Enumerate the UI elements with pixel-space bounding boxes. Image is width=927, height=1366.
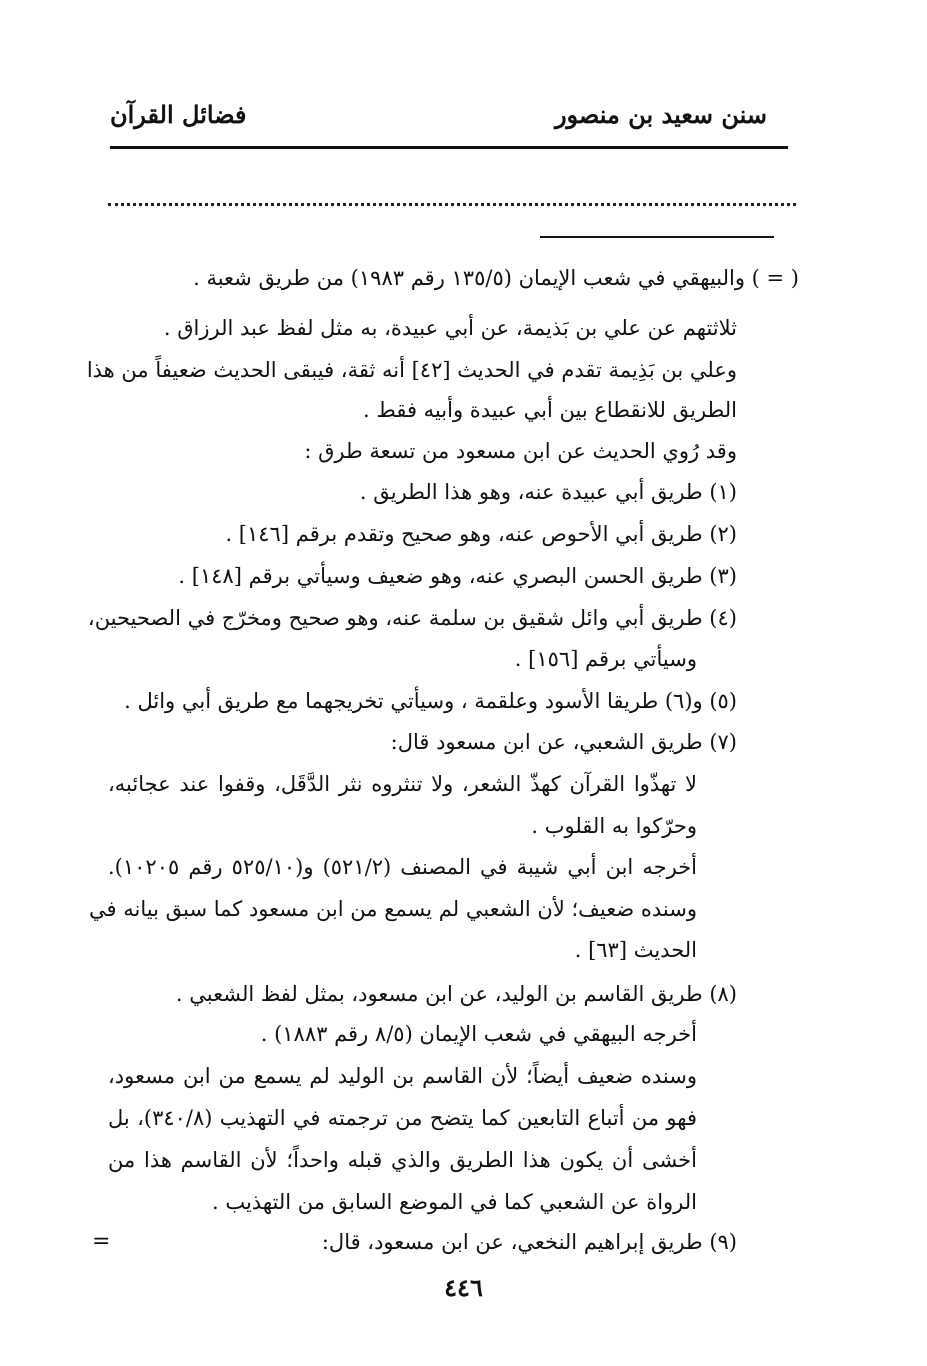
text-line: أخشى أن يكون هذا الطريق والذي قبله واحداً؛ لأن القاسم هذا من	[108, 1148, 697, 1172]
list-item: (٨) طريق القاسم بن الوليد، عن ابن مسعود، بمثل لفظ الشعبي .	[175, 982, 737, 1006]
text-line: وسيأتي برقم [١٥٦] .	[514, 647, 697, 671]
text-line: وسنده ضعيف؛ لأن الشعبي لم يسمع من ابن مسعود كما سبق بيانه في	[89, 897, 697, 921]
text-line: أخرجه ابن أبي شيبة في المصنف (٥٢١/٢) و(٥٢٥/١٠ رقم ١٠٢٠٥).	[108, 855, 698, 879]
footnote-divider	[540, 236, 774, 238]
text-line: أخرجه البيهقي في شعب الإيمان (٨/٥ رقم ١٨٨٣) .	[260, 1022, 697, 1046]
quote-line: لا تهذّوا القرآن كهذّ الشعر، ولا تنثروه نثر الدَّقَل، وقفوا عند عجائبه،	[108, 772, 697, 796]
list-item: (٢) طريق أبي الأحوص عنه، وهو صحيح وتقدم برقم [١٤٦] .	[225, 522, 737, 546]
list-item: (٥) و(٦) طريقا الأسود وعلقمة ، وسيأتي تخريجهما مع طريق أبي وائل .	[124, 689, 737, 713]
running-title-book: سنن سعيد بن منصور	[554, 100, 767, 129]
list-item: (٧) طريق الشعبي، عن ابن مسعود قال:	[390, 730, 737, 754]
continuation-mark: =	[92, 1229, 111, 1254]
quote-line: وحرّكوا به القلوب .	[531, 814, 697, 838]
list-item: (٣) طريق الحسن البصري عنه، وهو ضعيف وسيأتي برقم [١٤٨] .	[178, 564, 737, 588]
running-title-section: فضائل القرآن	[110, 100, 247, 129]
page-number: ٤٤٦	[444, 1273, 483, 1302]
text-line: الرواة عن الشعبي كما في الموضع السابق من التهذيب .	[211, 1190, 697, 1214]
text-line: الطريق للانقطاع بين أبي عبيدة وأبيه فقط .	[363, 398, 737, 422]
list-item: (٤) طريق أبي وائل شقيق بن سلمة عنه، وهو صحيح ومخرّج في الصحيحين،	[87, 606, 737, 630]
text-line: ثلاثتهم عن علي بن بَذيمة، عن أبي عبيدة، به مثل لفظ عبد الرزاق .	[163, 316, 737, 340]
list-item: (١) طريق أبي عبيدة عنه، وهو هذا الطريق .	[359, 480, 737, 504]
text-line: وقد رُوي الحديث عن ابن مسعود من تسعة طرق :	[304, 439, 737, 463]
text-line: ( = ) والبيهقي في شعب الإيمان (١٣٥/٥ رقم ١٩٨٣) من طريق شعبة .	[193, 266, 799, 290]
list-item: (٩) طريق إبراهيم النخعي، عن ابن مسعود، قال:	[321, 1230, 737, 1254]
text-line: فهو من أتباع التابعين كما يتضح من ترجمته في التهذيب (٣٤٠/٨)، بل	[108, 1106, 697, 1130]
text-line: وسنده ضعيف أيضاً؛ لأن القاسم بن الوليد لم يسمع من ابن مسعود،	[108, 1064, 697, 1088]
header-divider	[110, 146, 788, 149]
dotted-divider	[108, 203, 796, 206]
text-line: الحديث [٦٣] .	[574, 938, 697, 962]
text-line: وعلي بن بَذِيمة تقدم في الحديث [٤٢] أنه ثقة، فيبقى الحديث ضعيفاً من هذا	[86, 358, 737, 382]
